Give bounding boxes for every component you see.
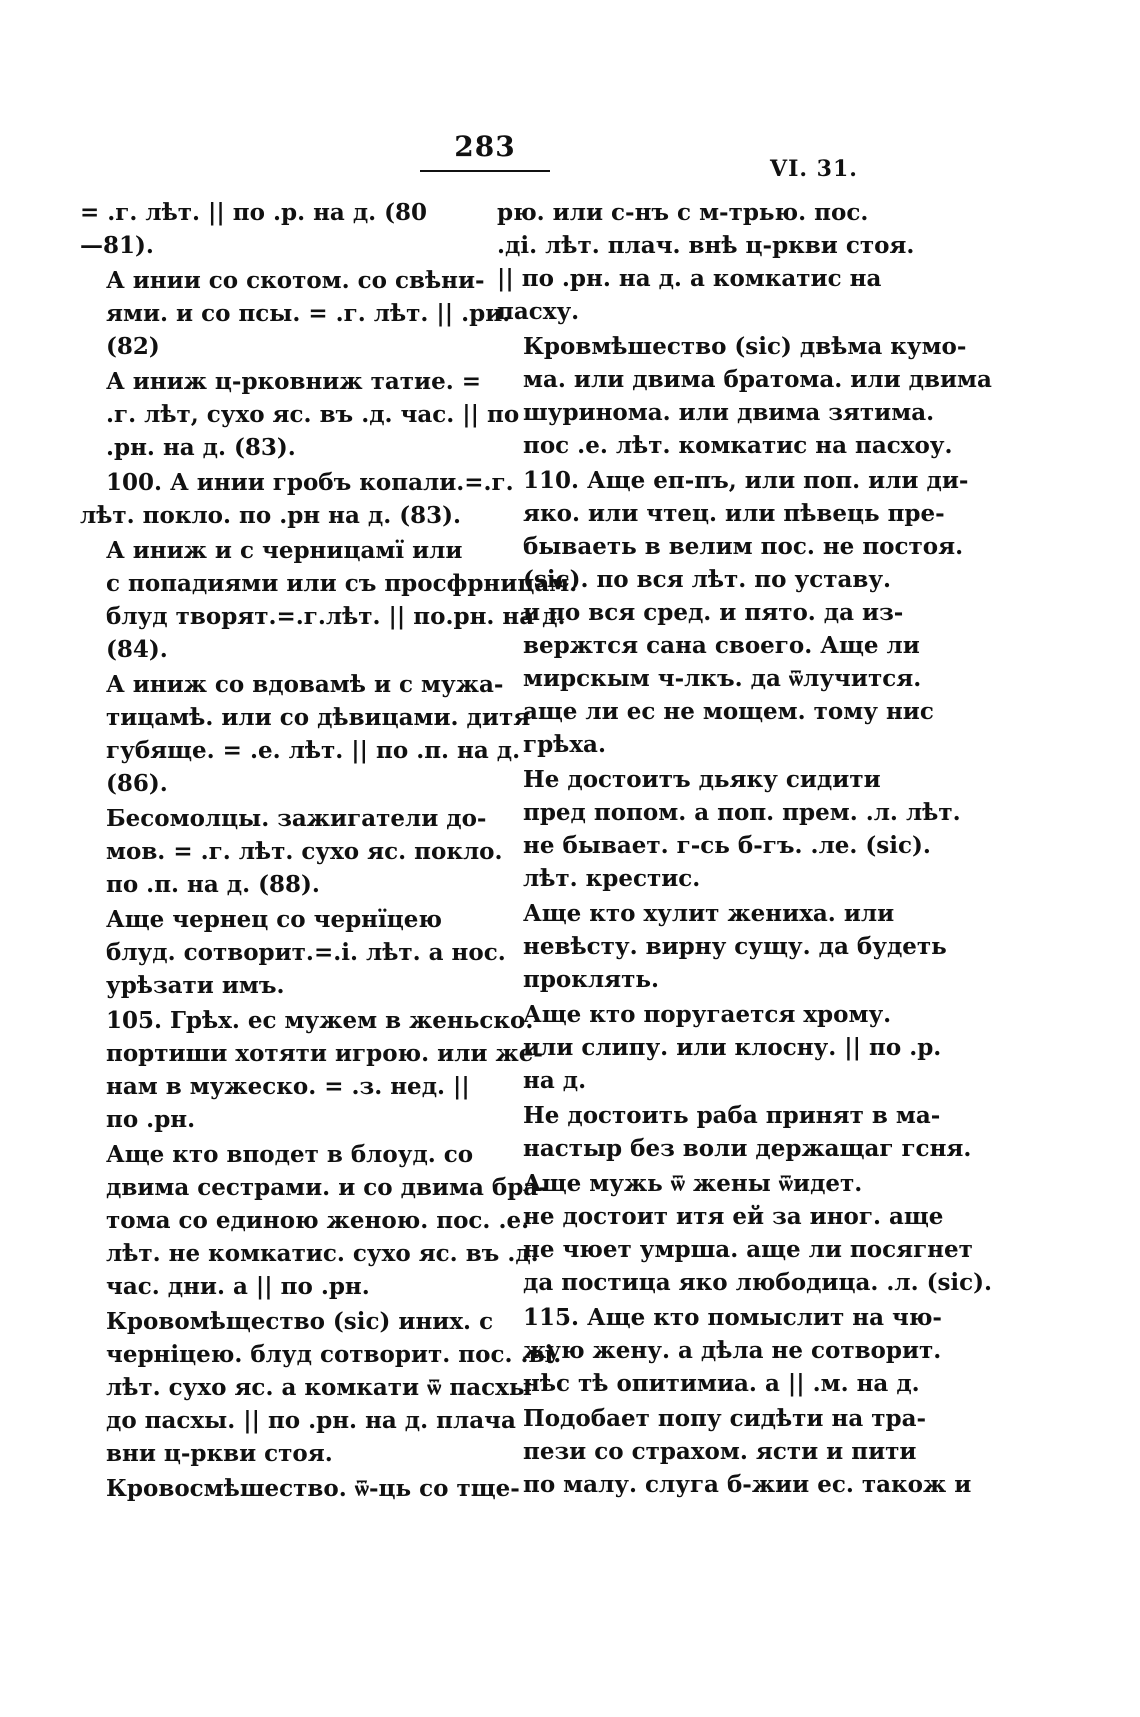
text-line: А иниж со вдовамѣ и с мужа- bbox=[106, 671, 504, 698]
paragraph bbox=[80, 668, 531, 800]
text-line: или слипу. или клосну. || по .р. bbox=[523, 1034, 942, 1061]
text-line: пези со страхом. ясти и пити bbox=[523, 1438, 917, 1465]
text-line: Не достоитъ дьяку сидити bbox=[523, 766, 881, 793]
paragraph bbox=[80, 1305, 562, 1470]
text-line: пасху. bbox=[497, 298, 580, 325]
text-line: Подобает попу сидѣти на тра- bbox=[523, 1405, 927, 1432]
text-line: шуринома. или двима зятима. bbox=[523, 399, 935, 426]
text-line: тицамѣ. или со дѣвицами. дитя bbox=[106, 704, 531, 731]
text-line: лѣт. не комкатис. сухо яс. въ .д. bbox=[106, 1240, 539, 1267]
page-number-rule bbox=[420, 170, 550, 172]
text-line: .рн. на д. (83). bbox=[106, 434, 296, 461]
section-reference: VI. 31. bbox=[770, 156, 858, 182]
text-line: жую жену. а дѣла не сотворит. bbox=[523, 1337, 942, 1364]
text-line: не достоит итя ей за иног. аще bbox=[523, 1203, 944, 1230]
text-line: с попадиями или съ просфрницам. bbox=[106, 570, 578, 597]
paragraph bbox=[80, 466, 514, 499]
text-line: Аще кто поругается хрому. bbox=[523, 1001, 892, 1028]
text-line: вержтся сана своего. Аще ли bbox=[523, 632, 920, 659]
text-line: да постица яко любодица. .л. (sic). bbox=[523, 1269, 993, 1296]
text-line: ями. и со псы. = .г. лѣт. || .ри. bbox=[106, 300, 511, 327]
text-line: || по .рн. на д. а комкатис на bbox=[497, 265, 882, 292]
text-line: мирскым ч-лкъ. да ѿлучится. bbox=[523, 665, 922, 692]
paragraph bbox=[497, 998, 942, 1097]
text-line: аще ли ес не мощем. тому нис bbox=[523, 698, 934, 725]
text-line: портиши хотяти игрою. или же- bbox=[106, 1040, 543, 1067]
paragraph bbox=[497, 1099, 972, 1165]
text-line: по малу. слуга б-жии ес. також и bbox=[523, 1471, 972, 1498]
text-line: А иниж и с черницамї или bbox=[106, 537, 463, 564]
text-line: ма. или двима братома. или двима bbox=[523, 366, 992, 393]
paragraph bbox=[80, 365, 520, 464]
text-line: двима сестрами. и со двима бра- bbox=[106, 1174, 548, 1201]
text-line: блуд. сотворит.=.і. лѣт. а нос. bbox=[106, 939, 506, 966]
paragraph bbox=[80, 264, 511, 363]
page-number: 283 bbox=[454, 130, 516, 163]
text-line: губяще. = .е. лѣт. || по .п. на д. bbox=[106, 737, 521, 764]
text-line: не бывает. г-сь б-гъ. .ле. (sic). bbox=[523, 832, 931, 859]
text-line: пос .е. лѣт. комкатис на пасхоу. bbox=[523, 432, 953, 459]
paragraph bbox=[80, 802, 503, 901]
text-line: Кровосмѣшество. ѿ-ць со тще- bbox=[106, 1475, 520, 1502]
text-line: Аще кто вподет в блоуд. со bbox=[106, 1141, 474, 1168]
paragraph bbox=[497, 330, 992, 462]
text-line: —81). bbox=[80, 232, 154, 259]
text-line: Аще мужь ѿ жены ѿидет. bbox=[523, 1170, 863, 1197]
text-line: Не достоить раба принят в ма- bbox=[523, 1102, 941, 1129]
text-line: (86). bbox=[106, 770, 168, 797]
text-line: .ді. лѣт. плач. внѣ ц-ркви стоя. bbox=[497, 232, 915, 259]
text-line: час. дни. а || по .рн. bbox=[106, 1273, 370, 1300]
text-line: Аще кто хулит жениха. или bbox=[523, 900, 895, 927]
text-line: пред попом. а поп. прем. .л. лѣт. bbox=[523, 799, 961, 826]
text-line: нам в мужеско. = .з. нед. || bbox=[106, 1073, 470, 1100]
text-line: невѣсту. вирну сущу. да будеть bbox=[523, 933, 947, 960]
text-line: бываеть в велим пос. не постоя. bbox=[523, 533, 964, 560]
text-line: 115. Аще кто помыслит на чю- bbox=[523, 1304, 942, 1331]
paragraph bbox=[80, 534, 578, 666]
text-line: Бесомолцы. зажигатели до- bbox=[106, 805, 487, 832]
text-line: лѣт. сухо яс. а комкати ѿ пасхы bbox=[106, 1374, 532, 1401]
paragraph bbox=[80, 1004, 543, 1136]
text-line: (84). bbox=[106, 636, 168, 663]
text-line: .г. лѣт, сухо яс. въ .д. час. || по bbox=[106, 401, 520, 428]
text-line: грѣха. bbox=[523, 731, 606, 758]
text-line: 105. Грѣх. ес мужем в женьско. bbox=[106, 1007, 534, 1034]
text-line: не чюет умрша. аще ли посягнет bbox=[523, 1236, 973, 1263]
text-line: на д. bbox=[523, 1067, 587, 1094]
text-line: и по вся сред. и пято. да из- bbox=[523, 599, 904, 626]
paragraph bbox=[497, 1301, 942, 1400]
text-line: 100. А инии гробъ копали.=.г. bbox=[106, 469, 514, 496]
paragraph bbox=[80, 903, 506, 1002]
text-line: (82) bbox=[106, 333, 160, 360]
paragraph bbox=[80, 1472, 520, 1505]
text-line: Кровмѣшество (sic) двѣма кумо- bbox=[523, 333, 967, 360]
text-line: = .г. лѣт. || по .р. на д. (80 bbox=[80, 199, 428, 226]
text-line: тома со единою женою. пос. .е. bbox=[106, 1207, 530, 1234]
text-line: блуд творят.=.г.лѣт. || по.рн. на д. bbox=[106, 603, 566, 630]
paragraph bbox=[80, 1138, 548, 1303]
text-line: урѣзати имъ. bbox=[106, 972, 285, 999]
paragraph bbox=[80, 196, 480, 262]
paragraph bbox=[80, 499, 480, 532]
text-line: по .рн. bbox=[106, 1106, 196, 1133]
text-line: по .п. на д. (88). bbox=[106, 871, 320, 898]
paragraph bbox=[497, 196, 915, 328]
paragraph bbox=[497, 897, 947, 996]
text-line: вни ц-ркви стоя. bbox=[106, 1440, 333, 1467]
text-line: яко. или чтец. или пѣвець пре- bbox=[523, 500, 945, 527]
text-line: 110. Аще еп-пъ, или поп. или ди- bbox=[523, 467, 969, 494]
paragraph bbox=[497, 1167, 993, 1299]
text-line: Кровомѣщество (sic) иних. с bbox=[106, 1308, 494, 1335]
text-line: лѣт. покло. по .рн на д. (83). bbox=[80, 502, 461, 529]
text-line: А инии со скотом. со свѣни- bbox=[106, 267, 485, 294]
text-line: лѣт. крестис. bbox=[523, 865, 701, 892]
text-line: нѣс тѣ опитимиа. а || .м. на д. bbox=[523, 1370, 920, 1397]
text-line: мов. = .г. лѣт. сухо яс. покло. bbox=[106, 838, 503, 865]
paragraph bbox=[497, 763, 961, 895]
text-line: черніцею. блуд сотворит. пос. .ві. bbox=[106, 1341, 562, 1368]
paragraph bbox=[497, 1402, 972, 1501]
text-line: до пасхы. || по .рн. на д. плача bbox=[106, 1407, 516, 1434]
text-line: рю. или с-нъ с м-трью. пос. bbox=[497, 199, 869, 226]
text-line: Аще чернец со чернїцею bbox=[106, 906, 442, 933]
text-line: (sic). по вся лѣт. по уставу. bbox=[523, 566, 892, 593]
right-column bbox=[497, 196, 993, 1501]
text-line: настыр без воли держащаг гсня. bbox=[523, 1135, 972, 1162]
text-line: А иниж ц-рковниж татие. = bbox=[106, 368, 481, 395]
paragraph bbox=[497, 464, 969, 761]
text-line: проклять. bbox=[523, 966, 659, 993]
